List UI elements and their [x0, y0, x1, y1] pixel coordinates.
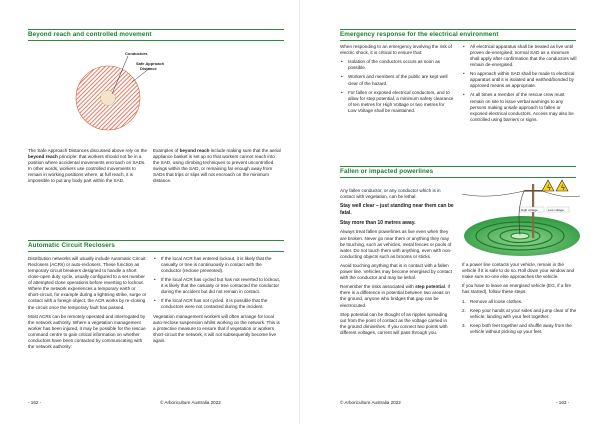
- label-conductors: Conductors: [125, 51, 148, 56]
- footer-page-number: - 162 -: [28, 400, 42, 405]
- acr-col1: [28, 256, 148, 353]
- acr-paragraph-1: Distribution networks will usually include Automatic Circuit Reclosers (ACRs) or auto-reclosers. These function as temporary circuit breakers designed to handle a short close-open duty cycle, usually configured to a set number of attempted close operations before reverting to lockout. Where the network experiences a temporary earth or short-circuit, for example during a lightning strike, surge or contact with a foreign object, the ACR works by re-closing the circuit once the temporary fault has passed.: [28, 256, 147, 310]
- ripples-paragraph: Step potential can be thought of as ripples spreading out from the point of contact as the voltage carried in the ground diminishes. If you connect two points with different voltages, current will pass through you.: [340, 311, 448, 335]
- label-sad-2: Distance: [140, 66, 157, 71]
- footer-page-number: - 163 -: [556, 400, 570, 405]
- list-item: • Workers and members of the public are kept well clear of the hazard.: [340, 74, 454, 86]
- beyond-reach-examples: Examples of beyond reach include making sure that the aerial appliance basket is set up so that workers cannot reach into the SAD, using climbing techniques to prevent uncontrolled swings within the SAD, or remaining far enough away from SADs that trips or slips will not encroach on the minimum distance.: [153, 148, 281, 184]
- beyond-reach-paragraph: The Safe Approach Distances discussed above rely on the beyond reach principle: that workers should not be in a position where accidental movements encroach on SADs. In other words, workers use controlled movements to remain in working positions where, at full reach, it is impossible to put any body part within the SAD.: [28, 148, 147, 184]
- emergency-col2: [462, 44, 578, 126]
- fallen-intro: Any fallen conductor, or any conductor which is in contact with vegetation, can be lethal.: [340, 188, 441, 200]
- acr-suspension-paragraph: Vegetation management workers will often arrange for local auto-reclose suspension whilst working on the network. This is a protective measure to ensure that if vegetation or workers short-circuit the network, it will not subsequently become live again.: [153, 313, 280, 343]
- warning-stay-clear: Stay well clear – just standing near them can be fatal.: [340, 203, 454, 216]
- section-heading: Beyond reach and controlled movement: [28, 30, 152, 38]
- emergency-col1: [340, 44, 454, 117]
- section-header-fallen-powerlines: [340, 166, 576, 178]
- section-heading: Emergency response for the electrical environment: [340, 30, 499, 38]
- section-header-acr: [28, 240, 284, 252]
- emergency-intro: When responding to an emergency involving the risk of electric shock, it is critical to ensure that:: [340, 44, 452, 56]
- list-item: • At all times a member of the rescue crew must remain on site to issue verbal warnings to any persons making unsafe approach to fallen or exposed electrical conductors. Access may also be controlled using barriers or signs.: [462, 92, 578, 122]
- section-header-emergency: [340, 29, 576, 41]
- acr-paragraph-2: Most ACRs can be remotely operated and interrogated by the network authority. Where a vegetation management worker has been injured, it may be possible for the rescue command centre to gain critical information on whether conductors have been contacted by communicating with the network authority:: [28, 313, 146, 350]
- hazard-sign-glyph: ϟ: [560, 184, 566, 192]
- pole-crossarm: [524, 190, 542, 192]
- list-item: • For fallen or exposed electrical conductors, and to allow for step potential, a minimum safety clearance of ten metres for High Voltage or two metres for Low Voltage shall be maintained.: [340, 90, 454, 114]
- acr-col2: [153, 256, 281, 347]
- warning-ten-metres: Stay more than 10 metres away.: [340, 219, 416, 226]
- step-potential-paragraph: Remember the risks associated with step potential. If there is a difference in potential between two areas on the ground, anyone who bridges that gap can be electrocuted.: [340, 284, 451, 308]
- fallen-col1: [340, 188, 454, 339]
- section-heading: Automatic Circuit Reclosers: [28, 241, 116, 249]
- leave-vehicle-steps: [462, 299, 578, 335]
- list-item: • If the local ACR has cycled but has not reverted to lockout, it is likely that the casualty or tree contacted the conductor during the accident but did not remain in contact.: [153, 277, 281, 295]
- beyond-reach-col1: [28, 148, 148, 188]
- footer-copyright: © Arboriculture Australia 2022: [160, 400, 221, 405]
- list-item: 3. Keep both feet together and shuffle away from the vehicle without picking up your feet.: [462, 322, 572, 334]
- section-heading: Fallen or impacted powerlines: [340, 167, 434, 175]
- label-sad-1: Safe Approach: [136, 61, 165, 66]
- overhead-line: [462, 191, 524, 196]
- fallen-paragraph-2: Always treat fallen powerlines as live even when they are broken. Never go near them or anything they may be touching, such as vehicles, metal fences or pools of water. Do not touch them with anything, even with non-conducting objects such as brooms or sticks.: [340, 229, 452, 259]
- list-item: • Isolation of the conductors occurs as soon as possible.: [340, 59, 454, 71]
- list-item: • All electrical apparatus shall be treated as live until proven de-energised: normal SAD as a minimum shall apply after confirmation that the conductors will remain de-energised.: [462, 44, 578, 68]
- label-low-voltage: Low voltage: [548, 207, 565, 212]
- fallen-paragraph-3: Avoid touching anything that is in contact with a fallen power line. Vehicles may become energised by contact with the conductor and may be lethal.: [340, 262, 452, 281]
- emergency-bullets-1: [340, 59, 454, 114]
- vehicle-contact-paragraph: If a power line contacts your vehicle, remain in the vehicle if it is safe to do so. Roll down your window and make sure no-one else approaches the vehicle.: [462, 262, 575, 280]
- list-item: • No approach within SAD shall be made to electrical apparatus until it is isolated and earthed/bonded by approved means as appropriate.: [462, 71, 578, 89]
- step-potential-illustration: [462, 178, 580, 258]
- acr-bullet-list: [153, 256, 281, 311]
- right-page: [300, 0, 600, 424]
- safe-approach-distance-diagram: [70, 46, 190, 146]
- section-header-beyond-reach: [28, 29, 284, 41]
- fallen-col2: [462, 262, 578, 338]
- list-item: 2. Keep your hands at your sides and jump clear of the vehicle, landing with your feet together.: [462, 307, 577, 319]
- emergency-bullets-2: [462, 44, 578, 123]
- list-item: • If the local ACR has entered lockout, it is likely that the casualty or tree is continuously in contact with the conductor (reclose prevented).: [153, 256, 281, 274]
- label-high-voltage: High voltage: [521, 207, 538, 212]
- footer-copyright: © Arboriculture Australia 2022: [340, 400, 401, 405]
- list-item: 1. Remove all loose clothes.: [462, 298, 523, 304]
- beyond-reach-col2: [153, 148, 281, 188]
- hazard-sign-glyph: ϟ: [546, 184, 552, 192]
- list-item: • If the local ACR has not cycled, it is possible that the conductors were not contacted during the incident.: [153, 298, 281, 310]
- leave-vehicle-paragraph: If you have to leave an energised vehicle (EG, if a fire has started), follow these steps:: [462, 283, 572, 295]
- conductor-core: [101, 91, 116, 106]
